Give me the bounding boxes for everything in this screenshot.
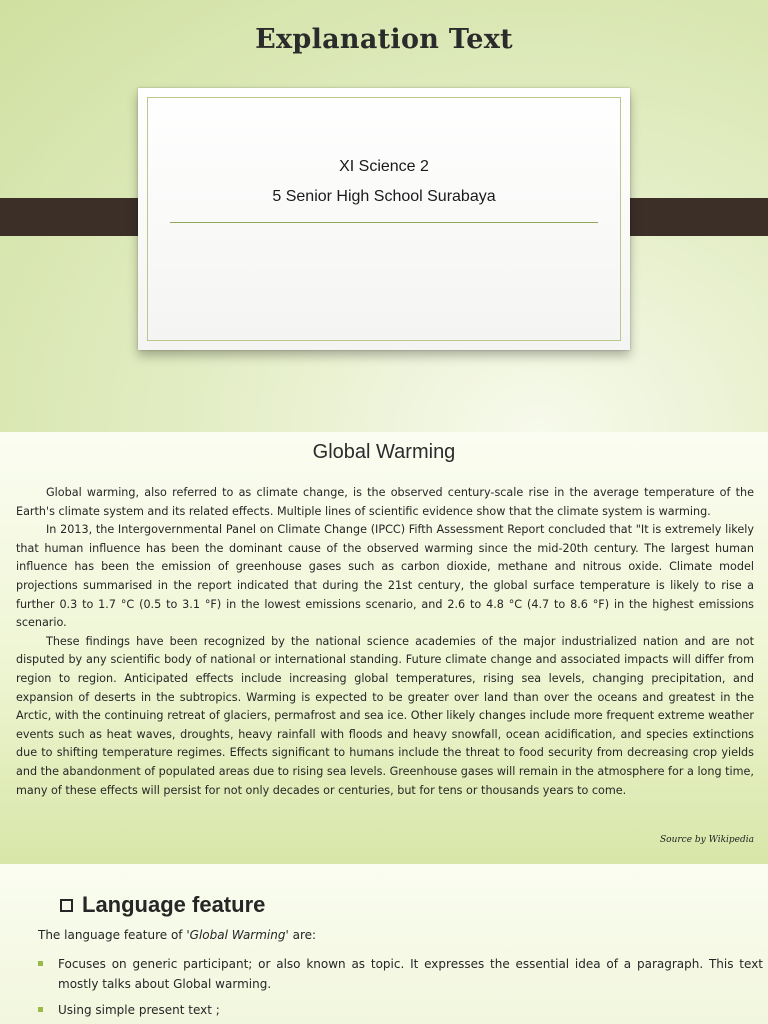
list-item-text: Focuses on generic participant; or also known as topic. It expresses the essential idea of a paragraph. This text mostly talks about Global warming. bbox=[58, 957, 763, 991]
source-credit: Source by Wikipedia bbox=[659, 835, 754, 845]
article-paragraph: Global warming, also referred to as climate change, is the observed century-scale rise in the average temperature of the Earth's climate system and its related effects. Multiple lines of scientific evidence show that the climate system is warming. bbox=[16, 486, 754, 518]
slide-title: Explanation Text bbox=[255, 24, 513, 55]
decorative-band-right bbox=[612, 198, 768, 236]
article-title: Global Warming bbox=[312, 441, 456, 463]
list-item-text: Using simple present text ; bbox=[58, 1003, 220, 1017]
article-body bbox=[16, 484, 754, 800]
intro-suffix: are: bbox=[288, 928, 317, 942]
intro-text bbox=[38, 928, 316, 942]
school-name: 5 Senior High School Surabaya bbox=[272, 188, 496, 205]
square-bullet-icon bbox=[38, 1007, 43, 1012]
card-divider bbox=[170, 222, 598, 223]
article-paragraph: These findings have been recognized by the national science academies of the major industrialized nation and are not disputed by any scientific body of national or international standing. Future climate change and associated impacts will differ from region to region. Anticipated effects include increasing global temperatures, rising sea levels, changing precipitation, and expansion of deserts in the subtropics. Warming is expected to be greater over land than over the oceans and greatest in the Arctic, with the continuing retreat of glaciers, permafrost and sea ice. Other likely changes include more frequent extreme weather events such as heat waves, droughts, heavy rainfall with floods and heavy snowfall, ocean acidification, and species extinctions due to shifting temperature regimes. Effects significant to humans include the threat to food security from decreasing crop yields and the abandonment of populated areas due to rising sea levels. Greenhouse gases will remain in the atmosphere for a long time, many of these effects will persist for not only decades or centuries, but for tens or thousands years to come. bbox=[16, 634, 754, 797]
section-heading bbox=[60, 892, 265, 918]
square-bullet-icon bbox=[38, 961, 43, 966]
title-card-frame bbox=[147, 97, 621, 341]
intro-topic: 'Global Warming' bbox=[186, 928, 289, 942]
list-item bbox=[38, 954, 763, 994]
intro-prefix: The language feature of bbox=[38, 928, 187, 942]
decorative-band-left bbox=[0, 198, 156, 236]
list-item bbox=[38, 1000, 763, 1020]
title-slide bbox=[0, 0, 768, 432]
language-feature-slide bbox=[0, 864, 768, 1024]
class-name: XI Science 2 bbox=[339, 158, 429, 175]
section-heading-text: Language feature bbox=[82, 892, 266, 917]
article-paragraph: In 2013, the Intergovernmental Panel on Climate Change (IPCC) Fifth Assessment Report concluded that "It is extremely likely that human influence has been the dominant cause of the observed warming since the mid-20th century. The largest human influence has been the emission of greenhouse gases such as carbon dioxide, methane and nitrous oxide. Climate model projections summarised in the report indicated that during the 21st century, the global surface temperature is likely to rise a further 0.3 to 1.7 °C (0.5 to 3.1 °F) in the lowest emissions scenario, and 2.6 to 4.8 °C (4.7 to 8.6 °F) in the highest emissions scenario. bbox=[16, 523, 754, 630]
article-slide bbox=[0, 432, 768, 864]
checkbox-icon bbox=[60, 899, 73, 912]
feature-list bbox=[38, 954, 763, 1024]
title-card bbox=[138, 88, 630, 350]
